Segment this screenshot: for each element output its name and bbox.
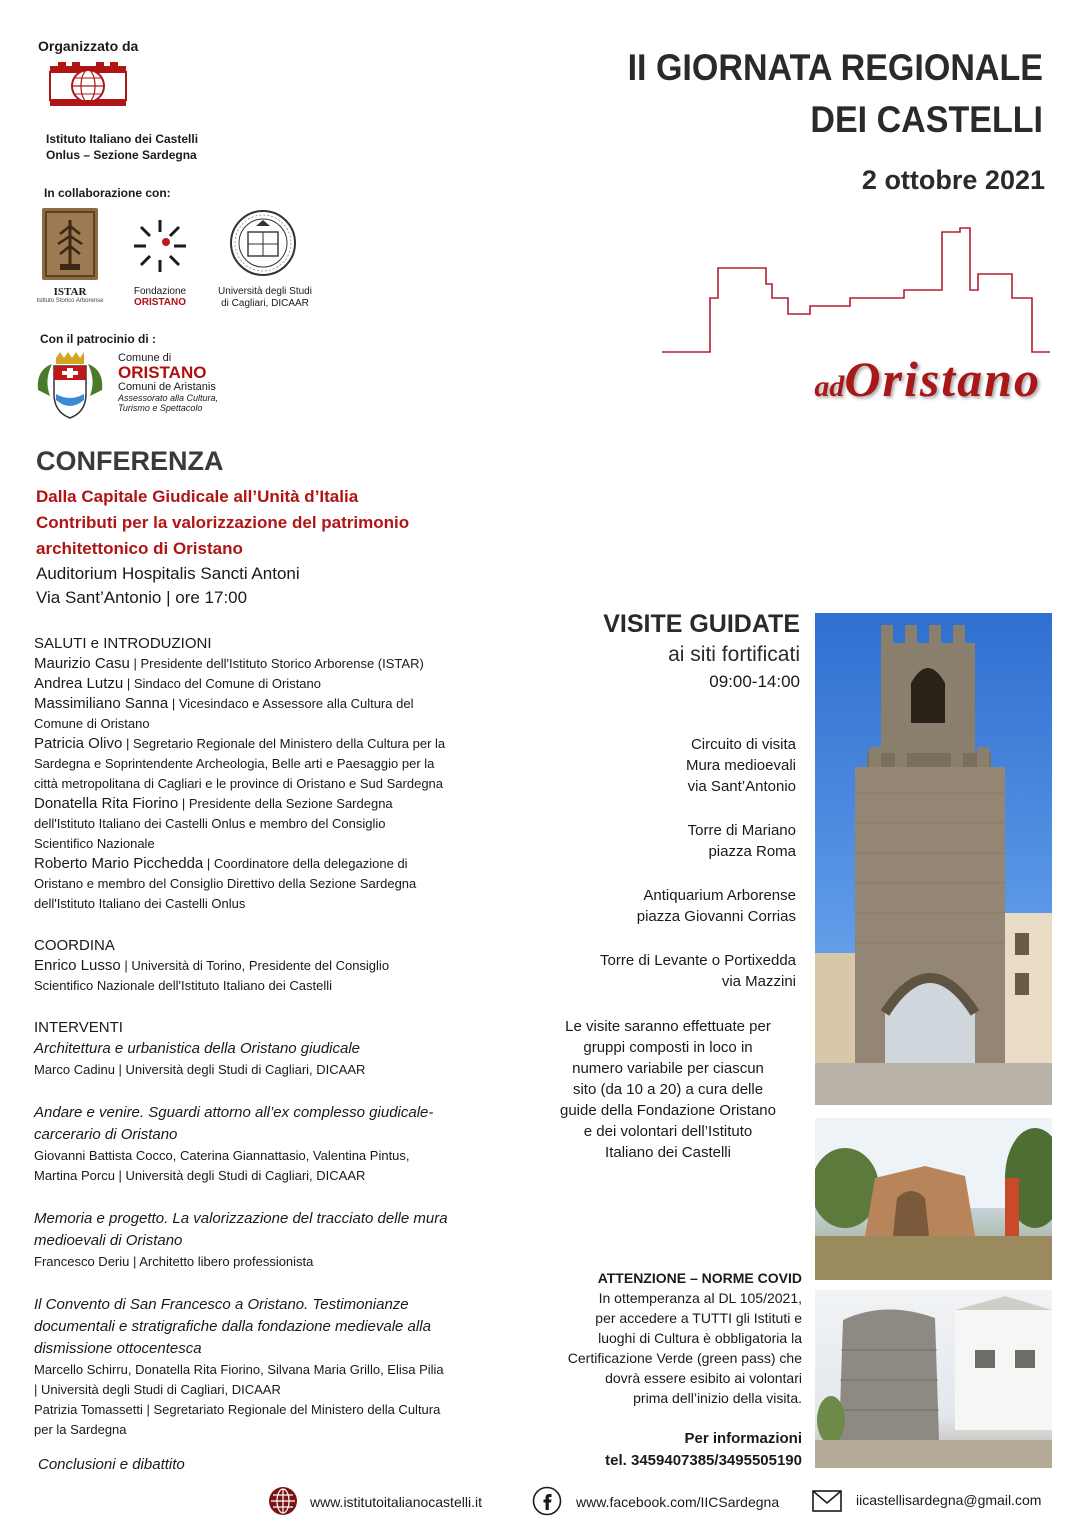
tour-site: Torre di Levante o Portixedda via Mazzini	[600, 952, 796, 990]
istar-subtitle: Istituto Storico Arborense	[36, 298, 104, 304]
facebook-icon	[532, 1486, 562, 1516]
guided-tours-heading: VISITE GUIDATE ai siti fortificati 09:00-14:00	[603, 610, 800, 691]
guided-tours-list	[540, 734, 796, 1015]
conference-venue: Auditorium Hospitalis Sancti Antoni Via Sant’Antonio | ore 17:00	[36, 564, 300, 607]
istar-logo	[42, 208, 98, 280]
conference-subtitle: Dalla Capitale Giudicale all’Unità d’Italia Contributi per la valorizzazione del patrimonio architettonico di Oristano	[36, 487, 410, 558]
organized-by-label: Organizzato da	[38, 38, 139, 54]
speaker-entry: Massimiliano Sanna | Vicesindaco e Assessore alla Cultura del	[34, 695, 414, 712]
fondazione-oristano-name: Fondazione ORISTANO	[133, 286, 187, 308]
event-date: 2 ottobre 2021	[861, 165, 1045, 195]
iic-name: Istituto Italiano dei Castelli Onlus – Sezione Sardegna	[46, 132, 199, 162]
speaker-entry: Andrea Lutzu | Sindaco del Comune di Oristano	[34, 675, 321, 692]
talk-authors: Giovanni Battista Cocco, Caterina Giannattasio, Valentina Pintus,	[34, 1148, 410, 1163]
conference-program: SALUTI e INTRODUZIONI Maurizio Casu | Presidente dell'Istituto Storico Arborense (ISTAR) Andrea Lutzu | Sindaco del Comune di Oristano Massimiliano Sanna | Vicesindaco e Assessore alla Cultura del Comune di Oristano Patricia Olivo | Segretario Regionale del Ministero della Cultura per la Sardegna e Soprintendente Archeologia, Belle arti e Paesaggio per la città metropolitana di Cagliari e le province di Oristano e Sud Sardegna Donatella Rita Fiorino | Presidente della Sezione Sardegna dell'Istituto Italiano dei Castelli Onlus e membro del Consiglio Scientifico Nazionale Roberto Mario Picchedda | Coordinatore della delegazione di Oristano e membro del Consiglio Direttivo della Sezione Sardegna dell'Istituto Italiano dei Castelli Onlus COORDINA Enrico Lusso | Università di Torino, Presidente del Consiglio Scientifico Nazionale dell'Istituto Italiano dei Castelli INTERVENTI Architettura e urbanistica della Oristano giudicale Marco Cadinu | Università degli Studi di Cagliari, DICAAR Andare e venire. Sguardi attorno all’ex complesso giudicale- carcerario di Oristano Giovanni Battista Cocco, Caterina Giannattasio, Valentina Pintus, Martina Porcu | Università degli Studi di Cagliari, DICAAR Memoria e progetto. La valorizzazione del tracciato delle mura medioevali di Oristano Francesco Deriu | Architetto libero professionista Il Convento di San Francesco a Oristano. Testimonianze documentali e stratigrafiche dalla fondazione medievale alla dismissione ottocentesca Marcello Schirru, Donatella Rita Fiorino, Silvana Maria Grillo, Elisa Pilia | Università degli Studi di Cagliari, DICAAR Patrizia Tomassetti | Segretariato Regionale del Ministero della Cultura per la Sardegna Conclusioni e dibattito	[34, 634, 534, 1476]
collab-label: In collaborazione con:	[44, 186, 171, 200]
comune-oristano-coat-of-arms	[34, 350, 106, 422]
globe-icon	[268, 1486, 298, 1516]
covid-notice: ATTENZIONE – NORME COVID In ottemperanza al DL 105/2021, per accedere a TUTTI gli Istituti e luoghi di Cultura è obbligatoria la Certificazione Verde (green pass) che dovrà essere esibito ai volontari prima dell’inizio della visita.	[567, 1270, 802, 1406]
tour-site: Torre di Mariano piazza Roma	[687, 822, 796, 860]
main-title: II GIORNATA REGIONALE DEI CASTELLI	[627, 47, 1043, 140]
talk-title: Architettura e urbanistica della Oristano giudicale	[34, 1040, 361, 1057]
unica-seal-logo	[228, 208, 298, 278]
castle-skyline-outline	[660, 226, 1052, 356]
torre-di-mariano-photo	[815, 613, 1052, 1105]
tour-site: Antiquarium Arborense piazza Giovanni Corrias	[636, 887, 796, 925]
speaker-entry: Roberto Mario Picchedda | Coordinatore della delegazione di	[34, 855, 408, 872]
section-heading-saluti: SALUTI e INTRODUZIONI	[34, 635, 212, 652]
speaker-entry: Maurizio Casu | Presidente dell'Istituto Storico Arborense (ISTAR)	[34, 655, 424, 672]
section-heading-interventi: INTERVENTI	[34, 1019, 123, 1036]
speaker-entry: Enrico Lusso | Università di Torino, Presidente del Consiglio	[34, 957, 390, 974]
torre-portixedda-photo	[815, 1290, 1052, 1468]
patronage-label: Con il patrocinio di :	[40, 332, 156, 346]
guided-tours-note: Le visite saranno effettuate per gruppi composti in loco in numero variabile per ciascun sito (da 10 a 20) a cura delle guide della Fondazione Oristano e dei volontari dell’Istituto Italiano dei Castelli	[560, 1018, 776, 1161]
speaker-entry: Donatella Rita Fiorino | Presidente della Sezione Sardegna	[34, 795, 393, 812]
unica-name: Università degli Studi di Cagliari, DICAAR	[218, 286, 312, 309]
speaker-entry: Patricia Olivo | Segretario Regionale del Ministero della Cultura per la	[34, 735, 446, 752]
mura-medioevali-photo	[815, 1118, 1052, 1280]
istar-name: ISTAR	[53, 286, 87, 298]
talk-title: Memoria e progetto. La valorizzazione del tracciato delle mura	[34, 1210, 448, 1227]
email-icon	[812, 1490, 842, 1512]
closing-remarks: Conclusioni e dibattito	[38, 1456, 185, 1473]
facebook-link[interactable]: www.facebook.com/IICSardegna	[576, 1494, 780, 1510]
talk-title: Il Convento di San Francesco a Oristano. Testimonianze	[34, 1296, 409, 1313]
iic-logo	[48, 60, 128, 108]
ad-oristano-wordmark: adOristano	[814, 351, 1041, 407]
conference-heading: CONFERENZA	[36, 446, 224, 476]
talk-authors: Marco Cadinu | Università degli Studi di Cagliari, DICAAR	[34, 1062, 366, 1077]
section-heading-coordina: COORDINA	[34, 937, 115, 954]
talk-title: Andare e venire. Sguardi attorno all’ex complesso giudicale-	[34, 1104, 434, 1121]
email-link[interactable]: iicastellisardegna@gmail.com	[856, 1492, 1042, 1508]
contact-info: Per informazioni tel. 3459407385/3495505190	[540, 1428, 802, 1472]
phone-numbers: tel. 3459407385/3495505190	[605, 1452, 802, 1469]
tour-site: Circuito di visita Mura medioevali via Sant’Antonio	[685, 736, 796, 795]
fondazione-oristano-logo	[128, 214, 192, 278]
website-link[interactable]: www.istitutoitalianocastelli.it	[310, 1494, 482, 1510]
talk-authors: Francesco Deriu | Architetto libero professionista	[34, 1254, 314, 1269]
comune-oristano-text: Comune di ORISTANO Comuni de Aristanis Assessorato alla Cultura, Turismo e Spettacolo	[118, 352, 219, 413]
talk-authors: Marcello Schirru, Donatella Rita Fiorino, Silvana Maria Grillo, Elisa Pilia	[34, 1362, 444, 1377]
